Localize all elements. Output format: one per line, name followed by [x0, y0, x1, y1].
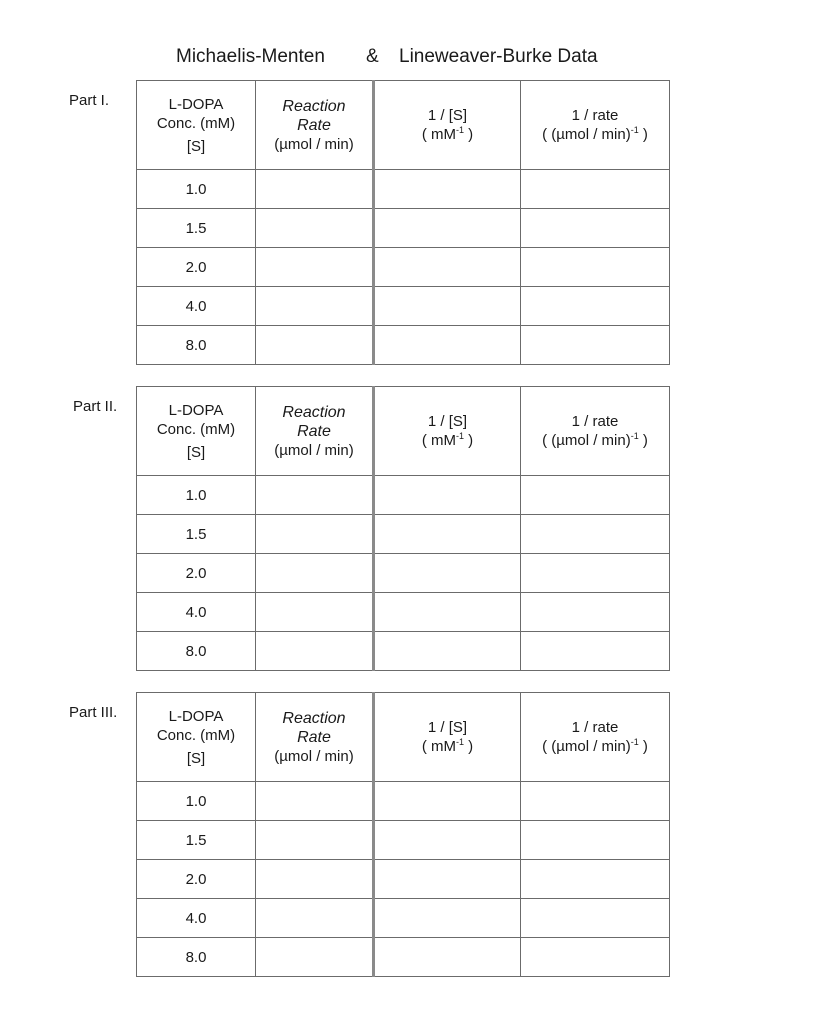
concentration-cell: 2.0: [137, 860, 256, 899]
table-row: [137, 209, 670, 248]
inverse-s-input-cell[interactable]: [374, 821, 521, 860]
inverse-rate-input-cell[interactable]: [521, 860, 670, 899]
header-inverse-rate: 1 / rate ( (µmol / min)$^{-1}$ ): [521, 693, 670, 782]
inverse-s-input-cell[interactable]: [374, 209, 521, 248]
header-concentration: L-DOPA Conc. (mM) [S]: [137, 387, 256, 476]
part-label: Part III.: [69, 704, 118, 721]
title-lineweaver-burke: Lineweaver-Burke Data: [399, 46, 598, 67]
table-row: [137, 287, 670, 326]
rate-input-cell[interactable]: [256, 287, 374, 326]
rate-input-cell[interactable]: [256, 554, 374, 593]
table-row: [137, 782, 670, 821]
header-inverse-substrate: 1 / [S] ( $mM^{-1}$ ): [374, 693, 521, 782]
inverse-rate-input-cell[interactable]: [521, 515, 670, 554]
concentration-cell: 4.0: [137, 287, 256, 326]
rate-input-cell[interactable]: [256, 515, 374, 554]
inverse-s-input-cell[interactable]: [374, 515, 521, 554]
data-table: [136, 80, 670, 365]
title-ampersand: &: [366, 46, 379, 67]
inverse-rate-input-cell[interactable]: [521, 821, 670, 860]
rate-input-cell[interactable]: [256, 860, 374, 899]
inverse-s-input-cell[interactable]: [374, 782, 521, 821]
table-row: [137, 938, 670, 977]
table-row: [137, 515, 670, 554]
header-inverse-rate: 1 / rate ( (µmol / min)$^{-1}$ ): [521, 387, 670, 476]
header-row: [137, 387, 670, 476]
part-label: Part II.: [73, 398, 118, 415]
table-row: [137, 326, 670, 365]
rate-input-cell[interactable]: [256, 938, 374, 977]
rate-input-cell[interactable]: [256, 209, 374, 248]
table-row: [137, 593, 670, 632]
concentration-cell: 8.0: [137, 632, 256, 671]
rate-input-cell[interactable]: [256, 899, 374, 938]
inverse-rate-input-cell[interactable]: [521, 326, 670, 365]
inverse-rate-input-cell[interactable]: [521, 287, 670, 326]
concentration-cell: 4.0: [137, 899, 256, 938]
table-row: [137, 554, 670, 593]
header-reaction-rate: Reaction Rate (µmol / min): [256, 387, 374, 476]
table-row: [137, 248, 670, 287]
data-table: [136, 386, 670, 671]
concentration-cell: 2.0: [137, 554, 256, 593]
inverse-s-input-cell[interactable]: [374, 632, 521, 671]
header-concentration: L-DOPA Conc. (mM) [S]: [137, 693, 256, 782]
inverse-s-input-cell[interactable]: [374, 287, 521, 326]
concentration-cell: 1.5: [137, 515, 256, 554]
inverse-rate-input-cell[interactable]: [521, 782, 670, 821]
inverse-rate-input-cell[interactable]: [521, 476, 670, 515]
header-reaction-rate: Reaction Rate (µmol / min): [256, 693, 374, 782]
concentration-cell: 1.0: [137, 476, 256, 515]
inverse-s-input-cell[interactable]: [374, 554, 521, 593]
inverse-s-input-cell[interactable]: [374, 326, 521, 365]
inverse-rate-input-cell[interactable]: [521, 554, 670, 593]
rate-input-cell[interactable]: [256, 782, 374, 821]
inverse-s-input-cell[interactable]: [374, 899, 521, 938]
title-michaelis-menten: Michaelis-Menten: [176, 46, 325, 67]
header-row: [137, 81, 670, 170]
inverse-s-input-cell[interactable]: [374, 476, 521, 515]
header-inverse-substrate: 1 / [S] ( $mM^{-1}$ ): [374, 387, 521, 476]
concentration-cell: 1.5: [137, 209, 256, 248]
inverse-rate-input-cell[interactable]: [521, 248, 670, 287]
rate-input-cell[interactable]: [256, 248, 374, 287]
rate-input-cell[interactable]: [256, 632, 374, 671]
concentration-cell: 2.0: [137, 248, 256, 287]
inverse-s-input-cell[interactable]: [374, 593, 521, 632]
rate-input-cell[interactable]: [256, 821, 374, 860]
header-inverse-rate: 1 / rate ( (µmol / min)$^{-1}$ ): [521, 81, 670, 170]
part-label: Part I.: [69, 92, 110, 109]
table-row: [137, 899, 670, 938]
table-row: [137, 632, 670, 671]
inverse-rate-input-cell[interactable]: [521, 938, 670, 977]
rate-input-cell[interactable]: [256, 326, 374, 365]
inverse-rate-input-cell[interactable]: [521, 899, 670, 938]
inverse-rate-input-cell[interactable]: [521, 632, 670, 671]
concentration-cell: 1.0: [137, 782, 256, 821]
header-row: [137, 693, 670, 782]
concentration-cell: 1.5: [137, 821, 256, 860]
inverse-rate-input-cell[interactable]: [521, 593, 670, 632]
rate-input-cell[interactable]: [256, 170, 374, 209]
rate-input-cell[interactable]: [256, 476, 374, 515]
concentration-cell: 1.0: [137, 170, 256, 209]
table-row: [137, 821, 670, 860]
inverse-rate-input-cell[interactable]: [521, 170, 670, 209]
concentration-cell: 8.0: [137, 326, 256, 365]
concentration-cell: 4.0: [137, 593, 256, 632]
rate-input-cell[interactable]: [256, 593, 374, 632]
table-row: [137, 170, 670, 209]
inverse-s-input-cell[interactable]: [374, 938, 521, 977]
page-title: [0, 46, 833, 74]
concentration-cell: 8.0: [137, 938, 256, 977]
table-row: [137, 860, 670, 899]
data-table: [136, 692, 670, 977]
header-reaction-rate: Reaction Rate (µmol / min): [256, 81, 374, 170]
table-row: [137, 476, 670, 515]
inverse-rate-input-cell[interactable]: [521, 209, 670, 248]
inverse-s-input-cell[interactable]: [374, 860, 521, 899]
header-concentration: L-DOPA Conc. (mM) [S]: [137, 81, 256, 170]
inverse-s-input-cell[interactable]: [374, 170, 521, 209]
inverse-s-input-cell[interactable]: [374, 248, 521, 287]
header-inverse-substrate: 1 / [S] ( $mM^{-1}$ ): [374, 81, 521, 170]
